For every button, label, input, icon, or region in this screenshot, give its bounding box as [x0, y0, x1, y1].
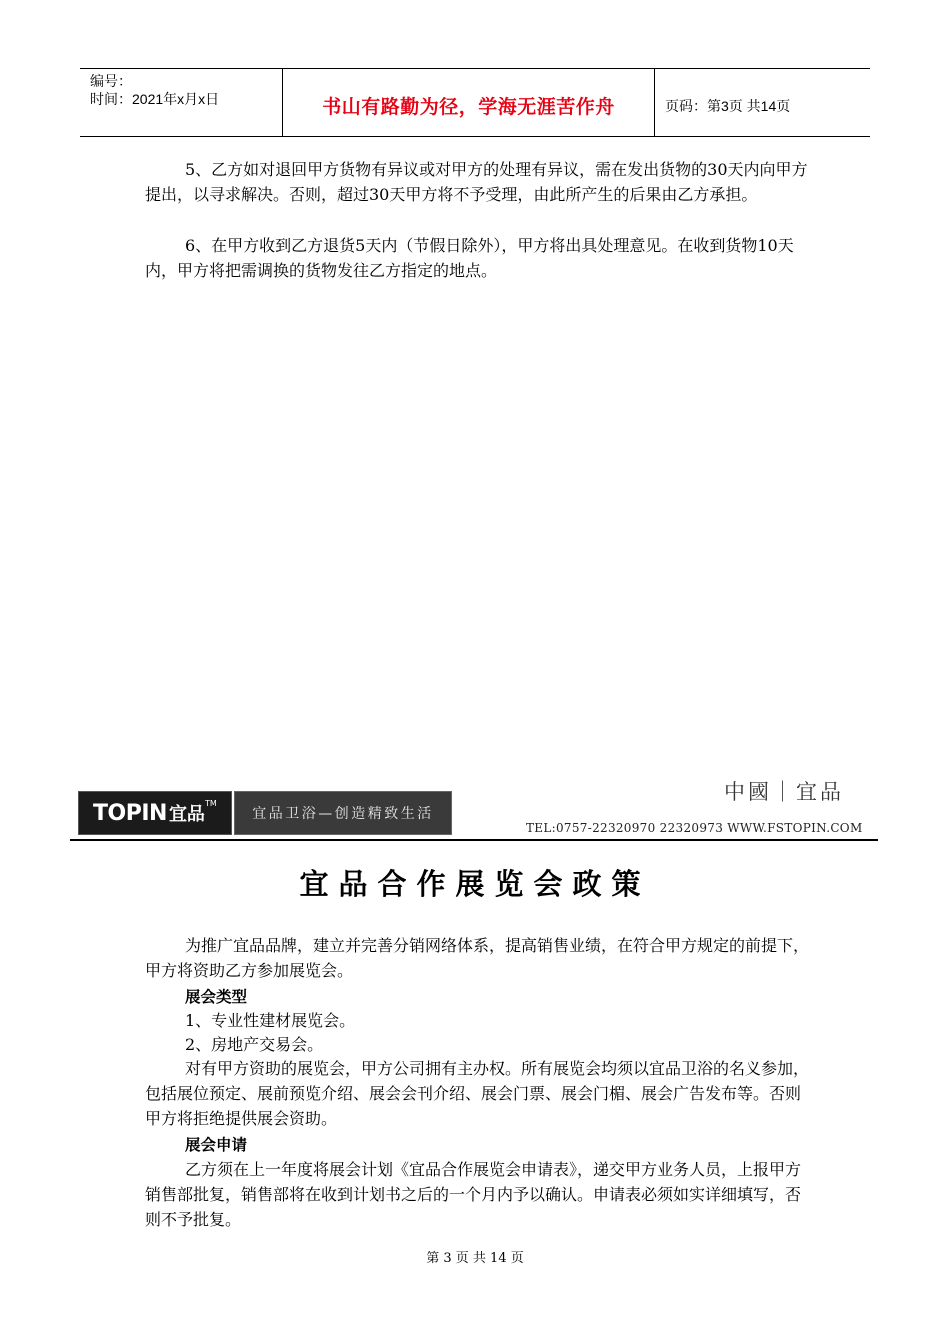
number-label: 编号： — [90, 73, 132, 89]
header-motto-cell — [283, 69, 655, 136]
topin-logo — [78, 791, 232, 835]
page-footer: 第 3 页 共 14 页 — [426, 1251, 524, 1266]
logo-cn: 宜品 — [168, 804, 205, 825]
logo-text: TOPIN — [93, 800, 167, 826]
heading-exhibition-types: 展会类型 — [185, 988, 248, 1006]
type-item-2: 2、房地产交易会。 — [185, 1035, 324, 1054]
banner-divider — [70, 839, 878, 841]
paragraph-6: 6、在甲方收到乙方退货5天内（节假日除外），甲方将出具处理意见。在收到货物10天内，甲方将把需调换的货物发往乙方指定的地点。 — [145, 236, 794, 280]
intro-paragraph: 为推广宜品品牌，建立并完善分销网络体系，提高销售业绩，在符合甲方规定的前提下，甲方将资助乙方参加展览会。 — [145, 936, 810, 980]
document-title: 宜品合作展览会政策 — [299, 867, 651, 901]
contact-line: TEL:0757-22320970 22320973 WWW.FSTOPIN.COM — [526, 821, 863, 835]
heading-application: 展会申请 — [185, 1136, 248, 1154]
application-paragraph: 乙方须在上一年度将展会计划《宜品合作展览会申请表》，递交甲方业务人员，上报甲方销售部批复，销售部将在收到计划书之后的一个月内予以确认。申请表必须如实详细填写，否则不予批复。 — [145, 1160, 802, 1229]
time-label: 时间：2021年x月x日 — [90, 91, 220, 107]
motto: 书山有路勤为径，学海无涯苦作舟 — [322, 96, 615, 118]
header-meta — [80, 69, 283, 136]
page-header — [80, 68, 870, 137]
type-item-1: 1、专业性建材展览会。 — [185, 1011, 356, 1030]
page-info: 页码：第3页 共14页 — [665, 97, 791, 114]
slogan: 宜品卫浴—创造精致生活 — [252, 806, 434, 822]
paragraph-5: 5、乙方如对退回甲方货物有异议或对甲方的处理有异议，需在发出货物的30天内向甲方提出，以寻求解决。否则，超过30天甲方将不予受理，由此所产生的后果由乙方承担。 — [145, 160, 808, 204]
trademark-mark: TM — [204, 798, 217, 808]
sponsorship-paragraph: 对有甲方资助的展览会，甲方公司拥有主办权。所有展览会均须以宜品卫浴的名义参加，包括展位预定、展前预览介绍、展会会刊介绍、展会门票、展会门楣、展会广告发布等。否则甲方将拒绝提供展会资助。 — [145, 1059, 810, 1128]
slogan-box — [234, 791, 452, 835]
brand-right: 中國｜宜品 — [724, 780, 844, 804]
